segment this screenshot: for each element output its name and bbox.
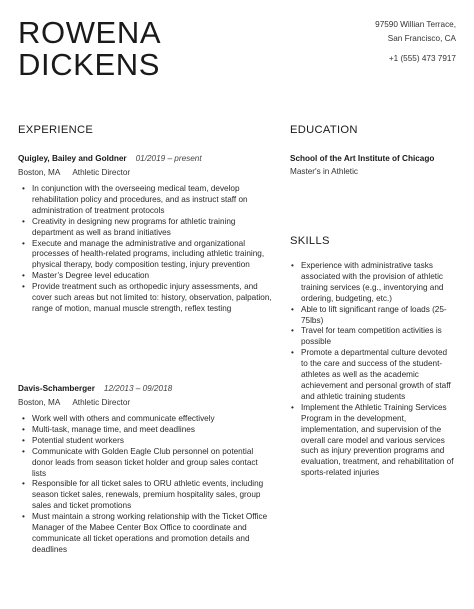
list-item: • Provide treatment such as orthopedic injury assessments, and cover such areas but not limited to: history, observation, palpation, range of motion, manual muscle strength, reflex testing xyxy=(18,282,273,315)
job-location: Boston, MA xyxy=(18,168,61,177)
phone-number: +1 (555) 473 7917 xyxy=(388,54,456,64)
list-item: • Communicate with Golden Eagle Club personnel on potential donor leads from season ticket holder and group sales contact lists xyxy=(18,447,273,480)
job-bullets xyxy=(18,414,273,556)
skills-heading: SKILLS xyxy=(290,235,330,247)
list-item: • Experience with administrative tasks associated with the provision of athletic training services (e.g., inventorying and ordering, budgeting, etc.) xyxy=(287,261,455,305)
contact-info xyxy=(375,18,456,66)
job-entry-2 xyxy=(18,383,273,556)
job-subheader xyxy=(18,167,273,178)
job-dates: 12/2013 – 09/2018 xyxy=(103,384,173,393)
job-header xyxy=(18,153,273,164)
degree: Master's in Athletic xyxy=(290,167,358,176)
job-header xyxy=(18,383,273,394)
address-line-2: San Francisco, CA xyxy=(387,33,456,43)
list-item: • Must maintain a strong working relationship with the Ticket Office Manager of the Mabee Center Box Office to coordinate and communicate all ticket operations and promotion details and deadlines xyxy=(18,512,273,556)
candidate-name xyxy=(18,17,161,81)
job-location: Boston, MA xyxy=(18,398,61,407)
job-bullets xyxy=(18,184,273,315)
job-subheader xyxy=(18,397,273,408)
list-item: • In conjunction with the overseeing medical team, develop rehabilitation policy and procedures, and as instruct staff on administration of treatment protocols xyxy=(18,184,273,217)
list-item: • Implement the Athletic Training Services Program in the development, implementation, and supervision of the overall care model and various services such as injury prevention programs and evaluation, treatment, and rehabilitation of sports-related injuries xyxy=(287,403,455,479)
experience-heading: EXPERIENCE xyxy=(18,124,94,136)
list-item: • Potential student workers xyxy=(18,436,273,447)
last-name: DICKENS xyxy=(18,47,161,82)
list-item: • Able to lift significant range of loads (25-75lbs) xyxy=(287,305,455,327)
list-item: • Travel for team competition activities is possible xyxy=(287,326,455,348)
company-name: Davis-Schamberger xyxy=(18,384,95,393)
list-item: • Work well with others and communicate effectively xyxy=(18,414,273,425)
company-name: Quigley, Bailey and Goldner xyxy=(18,154,127,163)
first-name: ROWENA xyxy=(18,15,162,50)
list-item: • Promote a departmental culture devoted to the care and success of the student-athletes as well as the academic achievement and personal growth of staff and athletic training students xyxy=(287,348,455,403)
list-item: • Responsible for all ticket sales to ORU athletic events, including season ticket sales, renewals, premium hospitality sales, group sales and ticket promotions xyxy=(18,479,273,512)
education-entry xyxy=(290,153,458,177)
job-title: Athletic Director xyxy=(72,168,131,177)
education-heading: EDUCATION xyxy=(290,124,358,136)
list-item: • Multi-task, manage time, and meet deadlines xyxy=(18,425,273,436)
list-item: • Creativity in designing new programs for athletic training department as well as brand initiatives xyxy=(18,217,273,239)
job-entry-1 xyxy=(18,153,273,315)
skills-list xyxy=(287,255,455,479)
skills-bullets xyxy=(287,261,455,479)
list-item: • Execute and manage the administrative and organizational processes of health-related programs, including athletic training, physical therapy, body composition testing, injury prevention xyxy=(18,239,273,272)
school-name: School of the Art Institute of Chicago xyxy=(290,154,435,163)
list-item: • Master’s Degree level education xyxy=(18,271,273,282)
address-line-1: 97590 Willian Terrace, xyxy=(375,20,456,29)
job-dates: 01/2019 – present xyxy=(135,154,202,163)
job-title: Athletic Director xyxy=(72,398,131,407)
